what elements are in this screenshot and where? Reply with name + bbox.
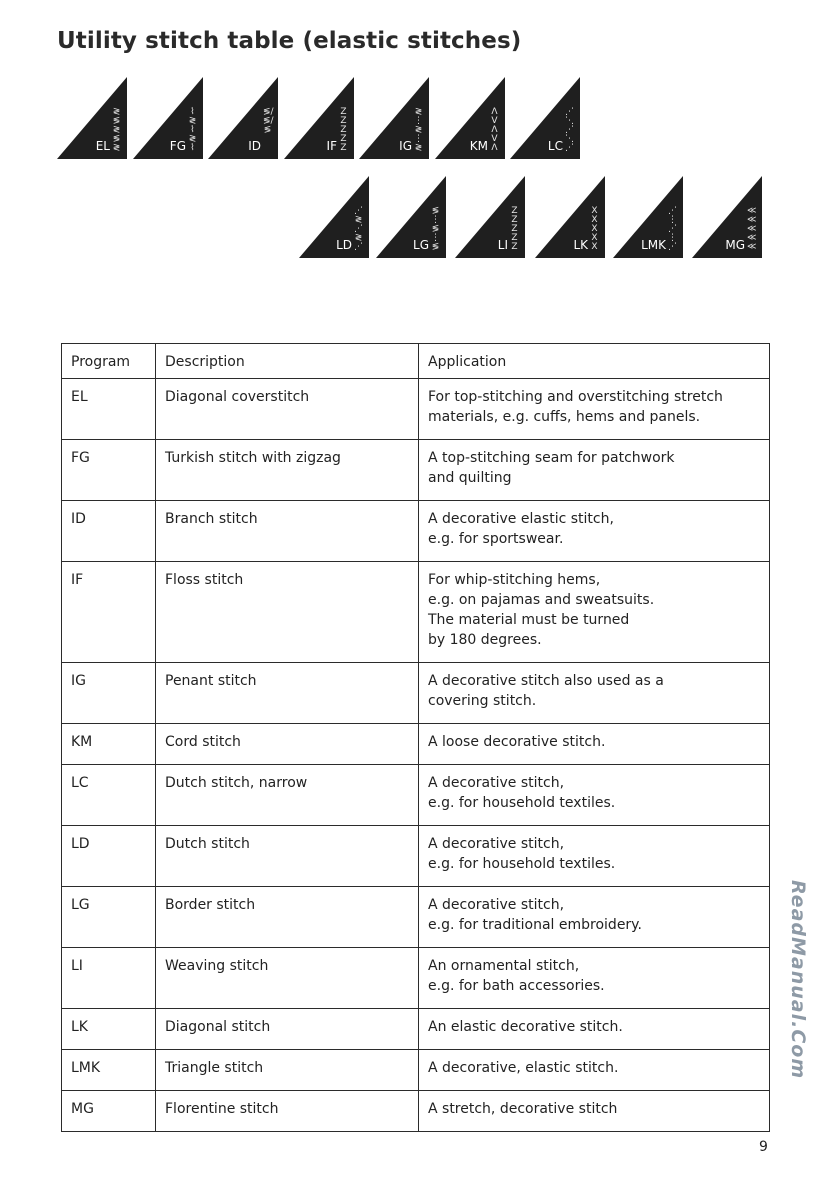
table-row — [62, 948, 770, 1009]
application-cell: A decorative stitch, e.g. for household textiles. — [419, 765, 770, 826]
badge-label: ID — [248, 139, 261, 153]
stitch-pattern-icon: ⋰≷⋰≷⋰ — [354, 206, 363, 252]
table-header-row — [62, 344, 770, 379]
application-cell: For whip-stitching hems, e.g. on pajamas and sweatsuits. The material must be turned by 180 degrees. — [419, 562, 770, 663]
description-cell: Diagonal stitch — [156, 1009, 419, 1050]
program-cell: LG — [62, 887, 156, 948]
stitch-badge-lc — [510, 77, 580, 159]
program-cell: LMK — [62, 1050, 156, 1091]
stitch-badge-fg — [133, 77, 203, 159]
description-cell: Cord stitch — [156, 724, 419, 765]
application-cell: For top-stitching and overstitching stretch materials, e.g. cuffs, hems and panels. — [419, 379, 770, 440]
table-row — [62, 562, 770, 663]
description-cell: Diagonal coverstitch — [156, 379, 419, 440]
stitch-pattern-icon: ⋰⋱⋰⋱⋰ — [565, 107, 574, 153]
application-cell: A decorative stitch, e.g. for household textiles. — [419, 826, 770, 887]
stitch-badge-ld — [299, 176, 369, 258]
table-row — [62, 887, 770, 948]
description-cell: Floss stitch — [156, 562, 419, 663]
program-cell: KM — [62, 724, 156, 765]
description-cell: Penant stitch — [156, 663, 419, 724]
table-row — [62, 440, 770, 501]
stitch-pattern-icon: ≶⋮≶⋮≶ — [431, 206, 440, 252]
stitch-badge-km — [435, 77, 505, 159]
column-header-description: Description — [156, 344, 419, 379]
badge-label: MG — [725, 238, 745, 252]
description-cell: Florentine stitch — [156, 1091, 419, 1132]
program-cell: IF — [62, 562, 156, 663]
table-row — [62, 826, 770, 887]
badge-label: FG — [169, 139, 186, 153]
program-cell: ID — [62, 501, 156, 562]
description-cell: Branch stitch — [156, 501, 419, 562]
application-cell: An ornamental stitch, e.g. for bath accessories. — [419, 948, 770, 1009]
table-row — [62, 1091, 770, 1132]
badge-label: EL — [95, 139, 110, 153]
description-cell: Dutch stitch, narrow — [156, 765, 419, 826]
stitch-badge-if — [284, 77, 354, 159]
table-row — [62, 765, 770, 826]
application-cell: A decorative stitch, e.g. for traditional embroidery. — [419, 887, 770, 948]
badge-label: LD — [336, 238, 352, 252]
table-row — [62, 724, 770, 765]
application-cell: A decorative stitch also used as a covering stitch. — [419, 663, 770, 724]
table-row — [62, 663, 770, 724]
table-row — [62, 1050, 770, 1091]
badge-label: IF — [326, 139, 337, 153]
stitch-badge-lk — [535, 176, 605, 258]
stitch-badge-ig — [359, 77, 429, 159]
description-cell: Weaving stitch — [156, 948, 419, 1009]
page-number: 9 — [759, 1139, 768, 1155]
application-cell: A decorative elastic stitch, e.g. for sportswear. — [419, 501, 770, 562]
application-cell: An elastic decorative stitch. — [419, 1009, 770, 1050]
stitch-pattern-icon: ZZZZZ — [511, 206, 518, 252]
badge-label: LK — [573, 238, 588, 252]
description-cell: Border stitch — [156, 887, 419, 948]
stitch-pattern-icon: ≷≶≷≶≷ — [112, 107, 121, 153]
stitch-badge-mg — [692, 176, 762, 258]
badge-label: LI — [497, 238, 508, 252]
column-header-program: Program — [62, 344, 156, 379]
program-cell: FG — [62, 440, 156, 501]
description-cell: Dutch stitch — [156, 826, 419, 887]
program-cell: LD — [62, 826, 156, 887]
stitch-badge-li — [455, 176, 525, 258]
stitch-pattern-icon: ≶/≶/≶ — [263, 107, 274, 135]
stitch-badge-el — [57, 77, 127, 159]
program-cell: EL — [62, 379, 156, 440]
table-row — [62, 379, 770, 440]
badge-label: IG — [399, 139, 412, 153]
badge-label: LMK — [641, 238, 666, 252]
stitch-pattern-icon: XXXXX — [591, 206, 598, 252]
description-cell: Triangle stitch — [156, 1050, 419, 1091]
application-cell: A loose decorative stitch. — [419, 724, 770, 765]
application-cell: A decorative, elastic stitch. — [419, 1050, 770, 1091]
watermark: ReadManual.Com — [787, 880, 809, 1080]
stitch-pattern-icon: ≷⋮≷⋮≷ — [414, 107, 423, 153]
stitch-pattern-icon: ZZZZZ — [340, 107, 347, 153]
table-row — [62, 1009, 770, 1050]
stitch-badges — [0, 0, 828, 270]
table-row — [62, 501, 770, 562]
badge-label: LC — [547, 139, 563, 153]
program-cell: IG — [62, 663, 156, 724]
badge-label: LG — [413, 238, 429, 252]
application-cell: A top-stitching seam for patchwork and quilting — [419, 440, 770, 501]
stitch-pattern-icon: ≪≪≪≪≪ — [747, 206, 757, 252]
program-cell: LC — [62, 765, 156, 826]
stitch-pattern-icon: ⌇≷⌇≷⌇ — [188, 107, 197, 153]
description-cell: Turkish stitch with zigzag — [156, 440, 419, 501]
stitch-table — [61, 343, 770, 1132]
stitch-badge-id — [208, 77, 278, 159]
program-cell: MG — [62, 1091, 156, 1132]
program-cell: LK — [62, 1009, 156, 1050]
application-cell: A stretch, decorative stitch — [419, 1091, 770, 1132]
stitch-badge-lmk — [613, 176, 683, 258]
stitch-badge-lg — [376, 176, 446, 258]
badge-label: KM — [469, 139, 488, 153]
page-title: Utility stitch table (elastic stitches) — [57, 28, 522, 54]
program-cell: LI — [62, 948, 156, 1009]
stitch-pattern-icon: ΛVΛVΛ — [491, 107, 498, 153]
column-header-application: Application — [419, 344, 770, 379]
stitch-pattern-icon: ⋰⋮⋰⋮⋰ — [668, 206, 677, 252]
